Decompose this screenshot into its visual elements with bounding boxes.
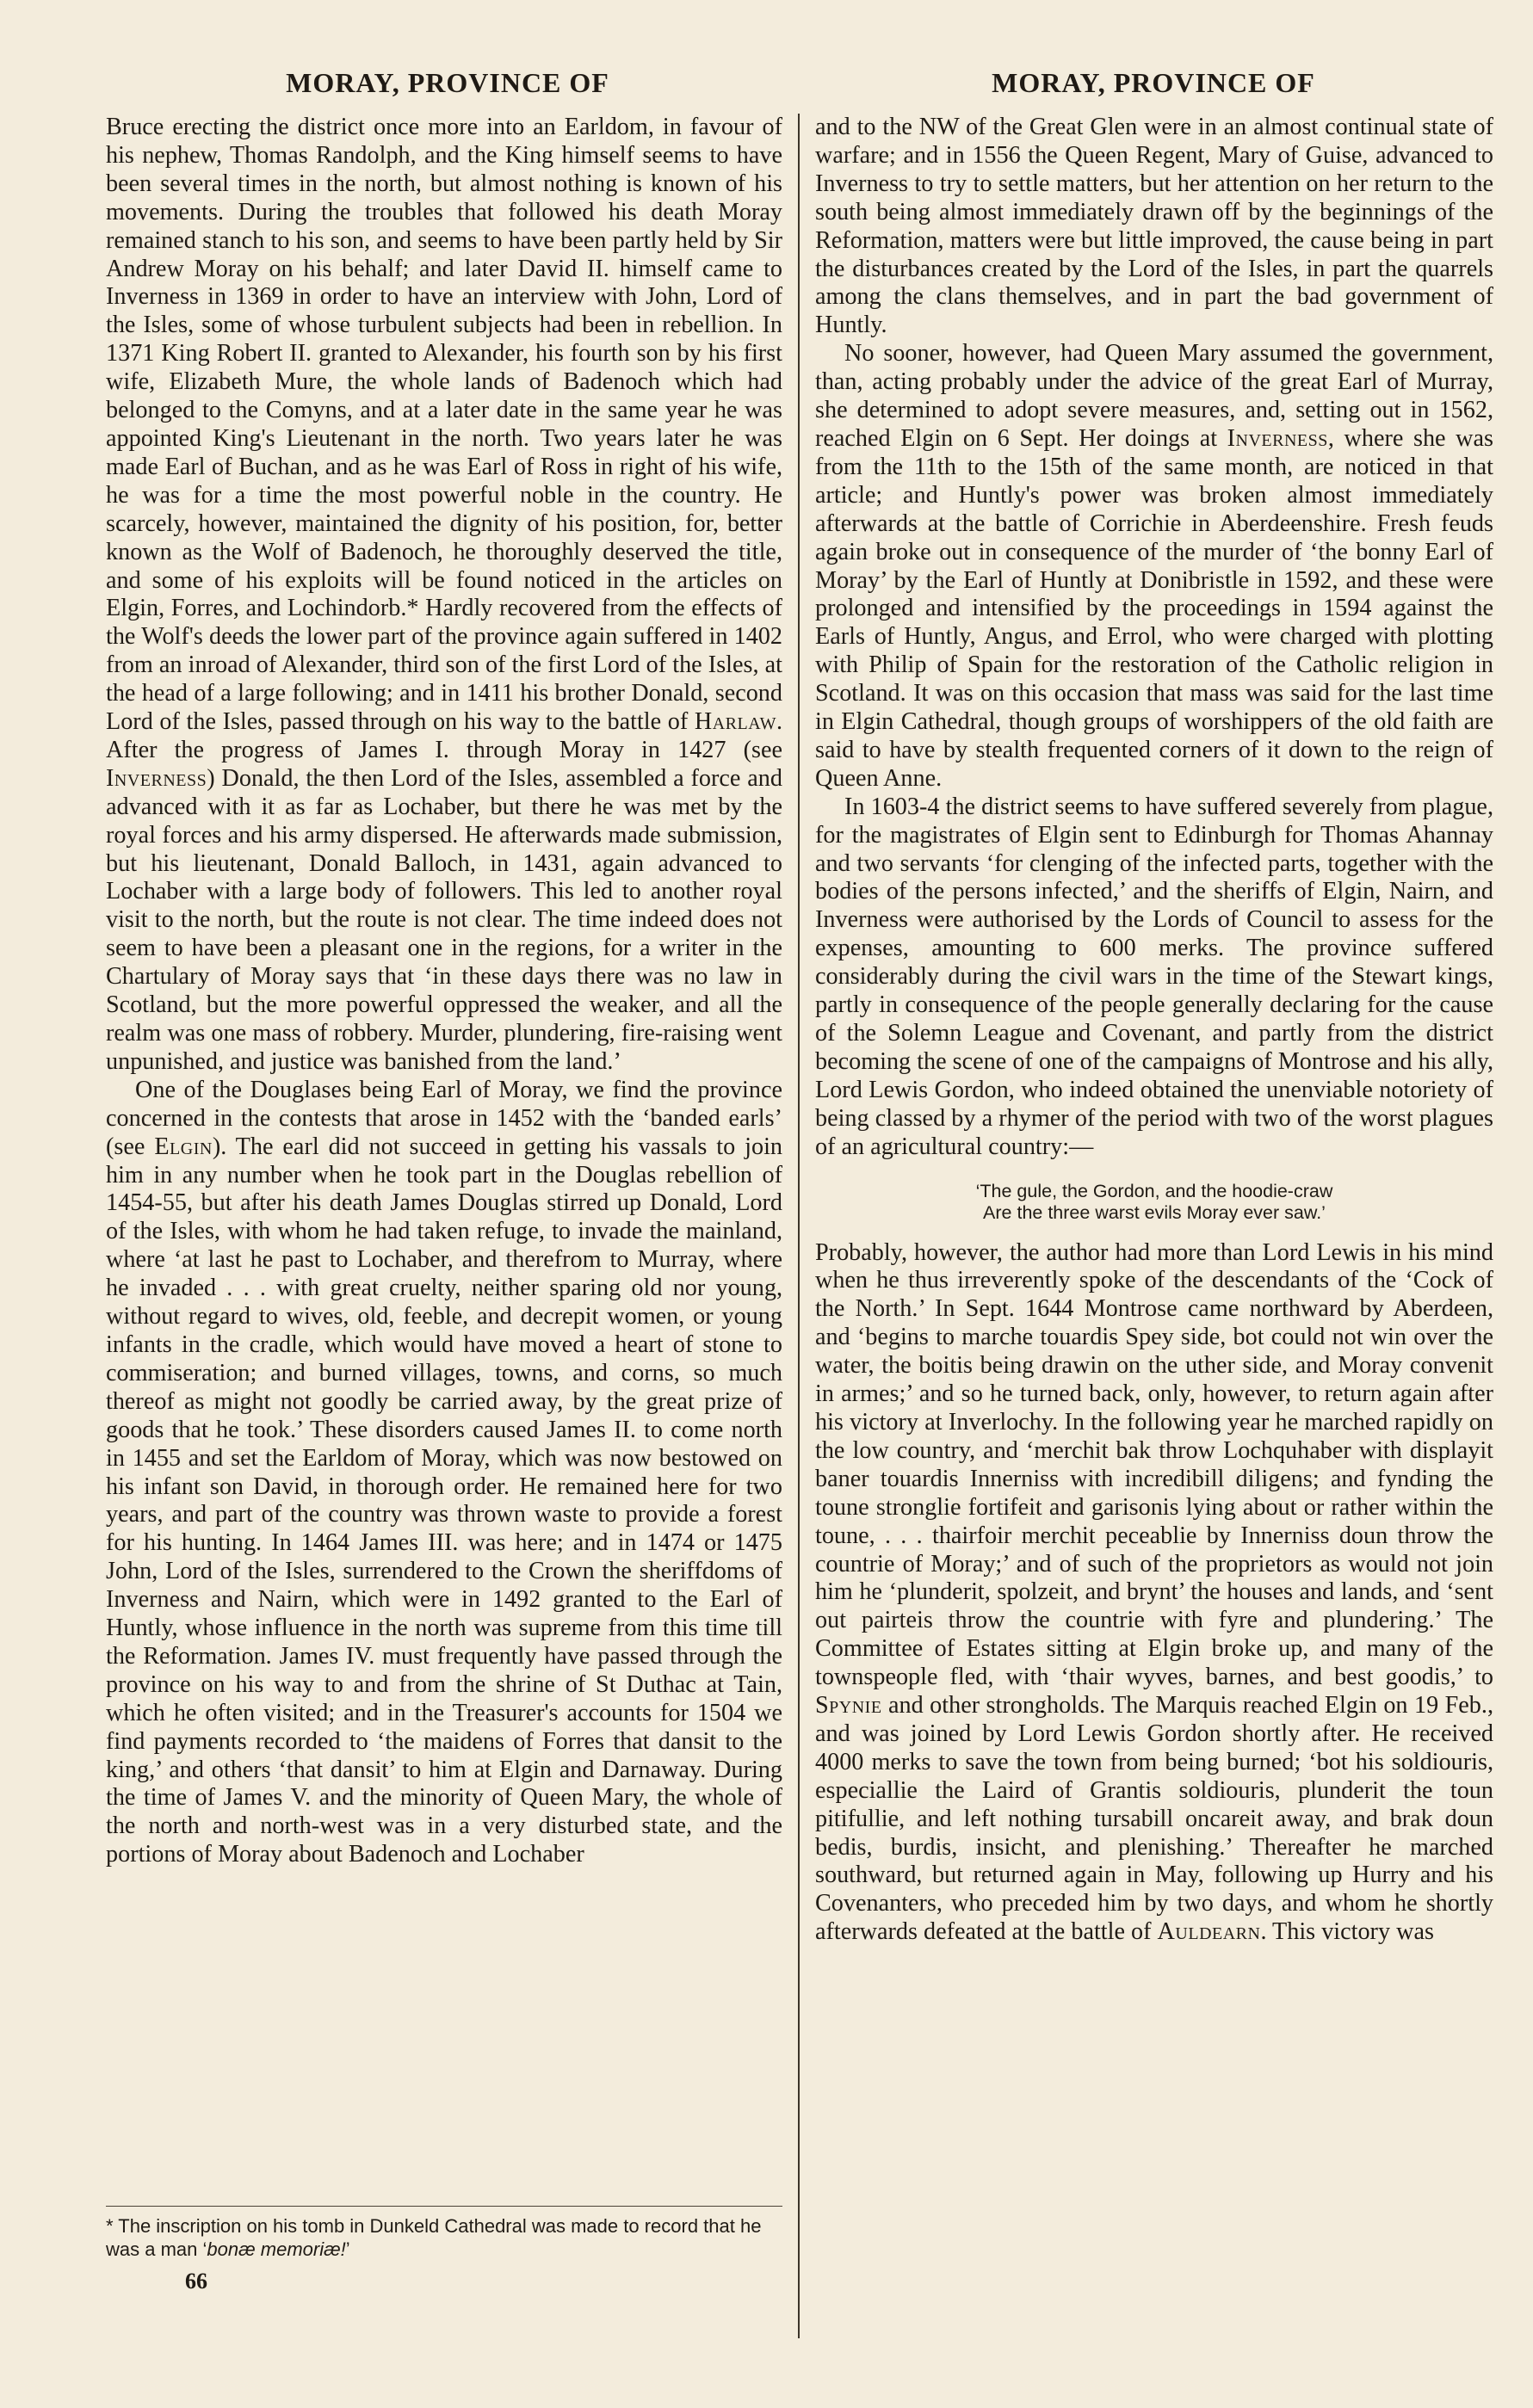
footnote [106,2214,782,2261]
cross-reference-elgin[interactable]: Elgin [154,1133,213,1160]
right-column [815,114,1493,1947]
text-run: Probably, however, the author had more than Lord Lewis in his mind when he thus irreverently spoke of the descendants of the ‘Cock of the North.’ In Sept. 1644 Montrose came northward by Aberdeen, and ‘begins to marche touardis Spey side, bot could not win over the water, the boitis being drawin on the uther side, and Moray convenit in armes;’ and so he turned back, only, however, to return again after his victory at Inverlochy. In the following year he marched rapidly on the low country, and ‘merchit bak throw Lochquhaber with displayit baner touardis Innerniss with incredibill diligens; and fynding the toune stronglie fortifeit and garisonis lying about or rather within the toune, . . . thairfoir merchit peceablie by Innerniss doun throw the countrie of Moray;’ and of such of the proprietors as would not join him he ‘plunderit, spolzeit, and brynt’ the houses and lands, and ‘sent out pairteis throw the countrie with fyre and plundering.’ The Committee of Estates sitting at Elgin broke up, and many of the townspeople fled, with ‘thair wyves, barnes, and best goodis,’ to [815,1238,1493,1691]
text-run: and other strongholds. The Marquis reached Elgin on 19 Feb., and was joined by Lord Lewis Gordon shortly after. He received 4000 merks to save the town from being burned; ‘bot his soldiouris, especiallie the Laird of Grantis soldiouris, plunderit the toun pitifullie, and left nothing tursabill oncareit away, and brak doun bedis, burdis, insicht, and plenishing.’ Thereafter he marched southward, but returned again in May, following up Hurry and his Covenanters, who preceded him by two days, and whom he shortly afterwards defeated at the battle of [815,1692,1493,1946]
column-divider [798,114,800,2338]
verse-line-2: Are the three warst evils Moray ever saw.’ [983,1201,1326,1223]
left-paragraph-1 [106,114,782,1077]
cross-reference-inverness[interactable]: Inverness [106,764,207,792]
footnote-latin: bonæ memoriæ! [207,2238,346,2260]
left-paragraph-2 [106,1077,782,1869]
footnote-end: ’ [345,2238,350,2260]
cross-reference-inverness[interactable]: Inverness [1227,424,1328,452]
cross-reference-harlaw[interactable]: Harlaw [694,708,776,736]
page-number: 66 [185,2269,207,2294]
right-paragraph-1: and to the NW of the Great Glen were in an almost continual state of warfare; and in 1556 the Queen Regent, Mary of Guise, advanced to Inverness to try to settle matters, but her attention on her return to the south being almost immediately drawn off by the beginnings of the Reformation, matters were but little improved, the cause being in part the disturbances created by the Lord of the Isles, in part the quarrels among the clans themselves, and in part the bad government of Huntly. [815,114,1493,339]
cross-reference-spynie[interactable]: Spynie [815,1692,882,1720]
left-column [106,114,782,1869]
footnote-text: * The inscription on his tomb in Dunkeld Cathedral was made to record that he was a man ‘ [106,2215,762,2260]
text-run: . This victory was [1260,1918,1434,1946]
right-paragraph-2 [815,340,1493,793]
text-run: ) Donald, the then Lord of the Isles, assembled a force and advanced with it as far as Lochaber, but there he was met by the royal forces and his army dispersed. He afterwards made submission, but his lieutenant, Donald Balloch, in 1431, again advanced to Lochaber with a large body of followers. This led to another royal visit to the north, but the route is not clear. The time indeed does not seem to have been a pleasant one in the regions, for a writer in the Chartulary of Moray says that ‘in these days there was no law in Scotland, but the more powerful oppressed the weaker, and all the realm was one mass of robbery. Murder, plundering, fire-raising went unpunished, and justice was banished from the land.’ [106,764,782,1075]
text-run: Bruce erecting the district once more into an Earldom, in favour of his nephew, Thomas Randolph, and the King himself seems to have been several times in the north, but almost nothing is known of his movements. During the troubles that followed his death Moray remained stanch to his son, and seems to have been partly held by Sir Andrew Moray on his behalf; and later David II. himself came to Inverness in 1369 in order to have an interview with John, Lord of the Isles, some of whose turbulent subjects had been in rebellion. In 1371 King Robert II. granted to Alexander, his fourth son by his first wife, Elizabeth Mure, the whole lands of Badenoch which had belonged to the Comyns, and at a later date in the same year he was appointed King's Lieutenant in the north. Two years later he was made Earl of Buchan, and as he was Earl of Ross in right of his wife, he was for a time the most powerful noble in the country. He scarcely, however, maintained the dignity of his position, for, better known as the Wolf of Badenoch, he thoroughly deserved the title, and some of his exploits will be found noticed in the articles on Elgin, Forres, and Lochindorb.* Hardly recovered from the effects of the Wolf's deeds the lower part of the province again suffered in 1402 from an inroad of Alexander, third son of the first Lord of the Isles, at the head of a large following; and in 1411 his brother Donald, second Lord of the Isles, passed through on his way to the battle of [106,114,782,736]
verse-line-1: ‘The gule, the Gordon, and the hoodie-craw [975,1180,1333,1201]
text-run: No sooner, however, had Queen Mary assumed the government, than, acting probably under the advice of the great Earl of Murray, she determined to adopt severe measures, and, setting out in 1562, reached Elgin on 6 Sept. Her doings at [815,340,1493,452]
text-run: One of the Douglases being Earl of Moray, we find the province concerned in the contests that arose in 1452 with the ‘banded earls’ (see [106,1076,782,1160]
text-run: , where she was from the 11th to the 15th of the same month, are noticed in that article; and Huntly's power was broken almost immediately afterwards at the battle of Corrichie in Aberdeenshire. Fresh feuds again broke out in consequence of the murder of ‘the bonny Earl of Moray’ by the Earl of Huntly at Donibristle in 1592, and these were prolonged and intensified by the proceedings in 1594 against the Earls of Huntly, Angus, and Errol, who were charged with plotting with Philip of Spain for the restoration of the Catholic religion in Scotland. It was on this occasion that mass was said for the last time in Elgin Cathedral, though groups of worshippers of the old faith are said to have by stealth frequented corners of it down to the reign of Queen Anne. [815,424,1493,792]
footnote-divider [106,2206,782,2207]
right-paragraph-3: In 1603-4 the district seems to have suffered severely from plague, for the magistrates of Elgin sent to Edinburgh for Thomas Ahannay and two servants ‘for clenging of the infected parts, together with the bodies of the persons infected,’ and the sheriffs of Elgin, Nairn, and Inverness were authorised by the Lords of Council to assess for the expenses, amounting to 600 merks. The province suffered considerably during the civil wars in the time of the Stewart kings, partly in consequence of the people generally declaring for the cause of the Solemn League and Covenant, and partly from the district becoming the scene of one of the campaigns of Montrose and his ally, Lord Lewis Gordon, who indeed obtained the unenviable notoriety of being classed by a rhymer of the period with two of the worst plagues of an agricultural country:— [815,793,1493,1160]
verse-quotation [815,1181,1493,1224]
text-run: ). The earl did not succeed in getting his vassals to join him in any number when he took part in the Douglas rebellion of 1454-55, but after his death James Douglas stirred up Donald, Lord of the Isles, with whom he had taken refuge, to invade the mainland, where ‘at last he past to Lochaber, and therefrom to Murray, where he invaded . . . with great cruelty, neither sparing old nor young, without regard to wives, old, feeble, and decrepit women, or young infants in the cradle, which would have moved a heart of stone to commiseration; and burned villages, towns, and corns, so much thereof as might not goodly be carried away, by the great prize of goods that he took.’ These disorders caused James II. to come north in 1455 and set the Earldom of Moray, which was now bestowed on his infant son David, in thorough order. He remained here for two years, and part of the country was thrown waste to provide a forest for his hunting. In 1464 James III. was here; and in 1474 or 1475 John, Lord of the Isles, surrendered to the Crown the sheriffdoms of Inverness and Nairn, which were in 1492 granted to the Earl of Huntly, whose influence in the north was supreme from this time till the Reformation. James IV. must frequently have passed through the province on his way to and from the shrine of St Duthac at Tain, which he often visited; and in the Treasurer's accounts for 1504 we find payments recorded to ‘the maidens of Forres that dansit to the king,’ and others ‘that dansit’ to him at Elgin and Darnaway. During the time of James V. and the minority of Queen Mary, the whole of the north and north-west was in a very disturbed state, and the portions of Moray about Badenoch and Lochaber [106,1133,783,1868]
right-paragraph-4 [815,1239,1493,1948]
running-head-right: MORAY, PROVINCE OF [992,67,1315,98]
text-run: . After the progress of James I. through Moray in 1427 (see [106,708,782,763]
running-head-left: MORAY, PROVINCE OF [286,67,609,98]
cross-reference-auldearn[interactable]: Auldearn [1157,1918,1261,1946]
